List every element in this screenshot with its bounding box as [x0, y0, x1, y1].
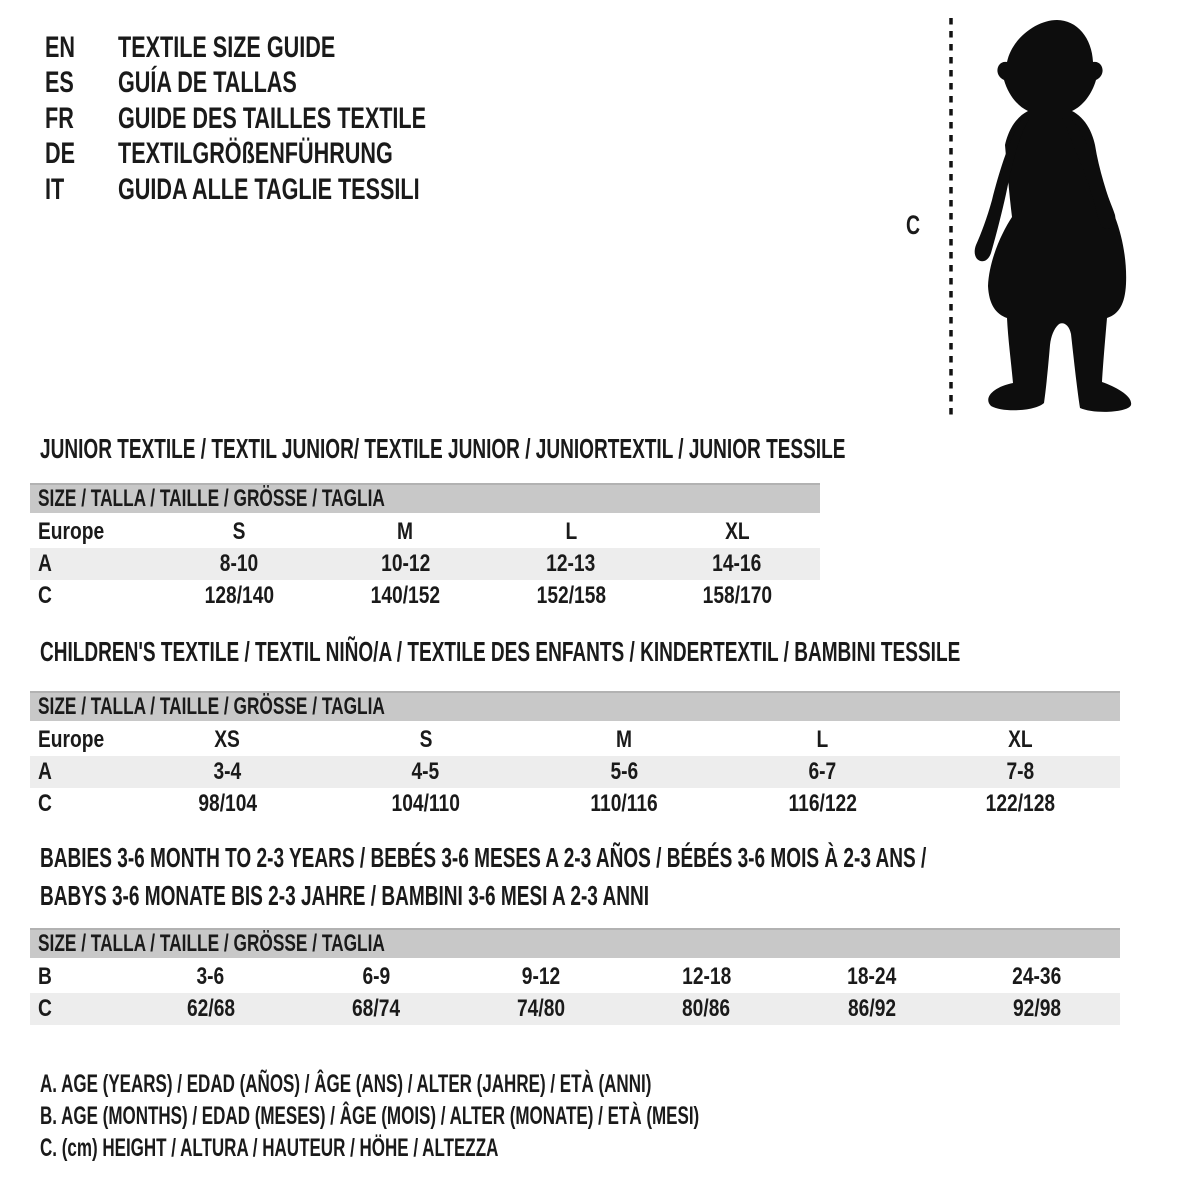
language-row-en: [45, 30, 546, 66]
measure-legend: [40, 1070, 1009, 1166]
table-row: Europe XS S M L XL: [38, 726, 1034, 753]
guide-title: TEXTILGRÖßENFÜHRUNG: [118, 137, 393, 171]
language-code: IT: [45, 172, 65, 206]
language-code: ES: [45, 66, 74, 100]
table-row: C 62/68 68/74 74/80 80/86 86/92 92/98: [30, 993, 1120, 1025]
guide-title: GUIDA ALLE TAGLIE TESSILI: [118, 172, 420, 206]
language-code: EN: [45, 30, 76, 64]
guide-title: GUIDE DES TAILLES TEXTILE: [118, 101, 427, 135]
language-row-es: [45, 66, 546, 102]
language-row-it: [45, 172, 546, 208]
size-header-bar: SIZE / TALLA / TAILLE / GRÖSSE / TAGLIA: [30, 691, 1120, 721]
babies-size-table: [30, 928, 1120, 1025]
language-code: FR: [45, 101, 74, 135]
table-row: C 98/104 104/110 110/116 116/122 122/128: [38, 790, 1056, 817]
language-row-de: [45, 137, 546, 173]
height-measure-figure: [900, 10, 1180, 430]
table-row: Europe S M L XL: [38, 518, 750, 545]
section-title-junior: JUNIOR TEXTILE / TEXTIL JUNIOR/ TEXTILE JUNIOR / JUNIORTEXTIL / JUNIOR TESSILE: [40, 433, 846, 464]
language-title-list: [45, 30, 546, 208]
language-code: DE: [45, 137, 76, 171]
table-row: A 8-10 10-12 12-13 14-16: [30, 548, 820, 580]
toddler-silhouette-icon: [900, 10, 1180, 430]
language-row-fr: [45, 101, 546, 137]
size-header-bar: SIZE / TALLA / TAILLE / GRÖSSE / TAGLIA: [30, 483, 820, 513]
legend-line-height: C. (cm) HEIGHT / ALTURA / HAUTEUR / HÖHE / ALTEZZA: [40, 1134, 499, 1162]
legend-line-age-years: A. AGE (YEARS) / EDAD (AÑOS) / ÂGE (ANS) / ALTER (JAHRE) / ETÀ (ANNI): [40, 1070, 652, 1098]
table-row: C 128/140 140/152 152/158 158/170: [38, 582, 772, 609]
table-row: A 3-4 4-5 5-6 6-7 7-8: [30, 756, 1120, 788]
junior-size-table: [30, 483, 820, 612]
guide-title: GUÍA DE TALLAS: [118, 66, 297, 100]
children-size-table: [30, 691, 1120, 820]
section-title-babies: BABIES 3-6 MONTH TO 2-3 YEARS / BEBÉS 3-6 MESES A 2-3 AÑOS / BÉBÉS 3-6 MOIS À 2-3 ANS / BABYS 3-6 MONATE BIS 2-3 JAHRE / BAMBINI 3-6 MESI A 2-3 ANNI: [40, 842, 927, 911]
section-title-children: CHILDREN'S TEXTILE / TEXTIL NIÑO/A / TEXTILE DES ENFANTS / KINDERTEXTIL / BAMBINI TESSILE: [40, 636, 961, 667]
guide-title: TEXTILE SIZE GUIDE: [118, 30, 336, 64]
legend-line-age-months: B. AGE (MONTHS) / EDAD (MESES) / ÂGE (MOIS) / ALTER (MONATE) / ETÀ (MESI): [40, 1102, 700, 1130]
table-row: B 3-6 6-9 9-12 12-18 18-24 24-36: [38, 963, 1062, 990]
height-measure-label: C: [906, 210, 921, 240]
size-header-bar: SIZE / TALLA / TAILLE / GRÖSSE / TAGLIA: [30, 928, 1120, 958]
